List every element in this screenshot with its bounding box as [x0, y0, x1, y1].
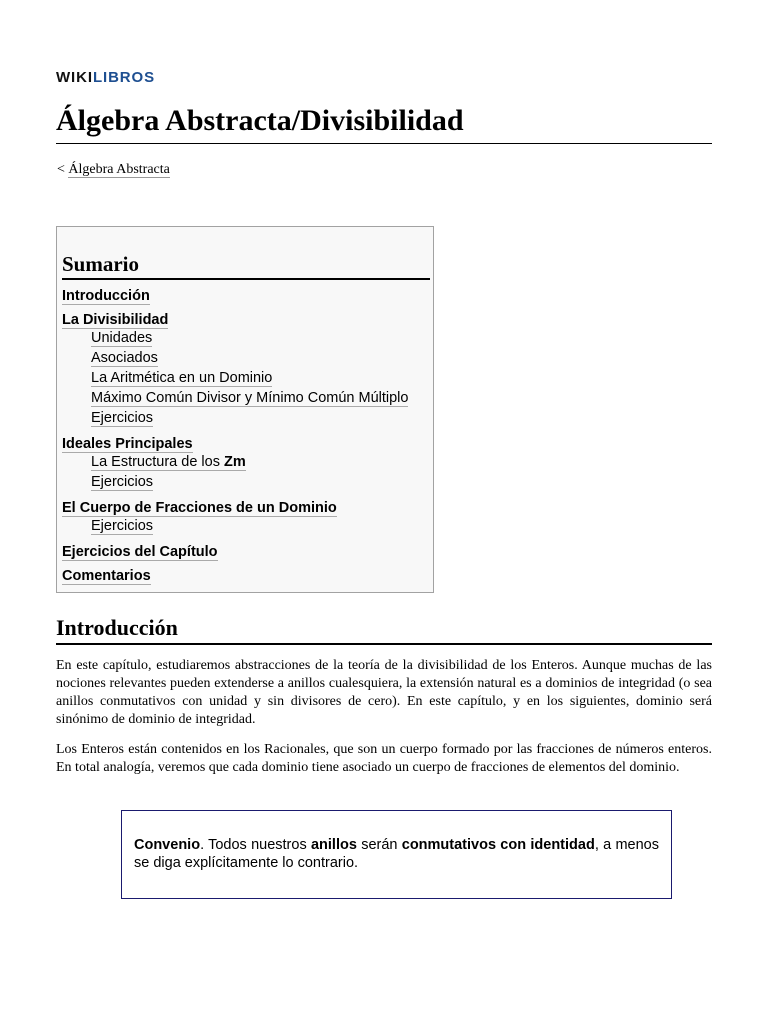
- toc-item-la-divisibilidad[interactable]: La Divisibilidad: [62, 312, 169, 328]
- toc-item-ejercicios-3[interactable]: Ejercicios: [91, 518, 154, 534]
- toc-item-comentarios[interactable]: Comentarios: [62, 568, 151, 584]
- toc-item-mcd-mcm[interactable]: Máximo Común Divisor y Mínimo Común Múltiplo: [91, 390, 409, 406]
- paragraph-2: Los Enteros están contenidos en los Racionales, que son un cuerpo formado por las fracciones de números enteros. En total analogía, veremos que cada dominio tiene asociado un cuerpo de fracciones de elementos del dominio.: [56, 742, 712, 775]
- convention-text: serán: [356, 837, 402, 853]
- logo-wiki-text: WIKI: [56, 69, 93, 86]
- section-heading-introduccion: Introducción: [56, 614, 712, 645]
- breadcrumb-link-parent[interactable]: Álgebra Abstracta: [68, 162, 170, 177]
- convention-term: Convenio: [134, 837, 201, 853]
- convention-bold-conmutativos: conmutativos con identidad: [401, 837, 595, 853]
- convention-text: . Todos nuestros: [200, 837, 311, 853]
- toc-item-ideales-principales[interactable]: Ideales Principales: [62, 436, 193, 452]
- breadcrumb-prefix: <: [57, 162, 69, 177]
- logo-libros-text: LIBROS: [92, 69, 156, 86]
- toc-item-introduccion[interactable]: Introducción: [62, 288, 150, 304]
- toc-item-ejercicios-capitulo[interactable]: Ejercicios del Capítulo: [62, 544, 218, 560]
- toc-item-estructura-zm[interactable]: La Estructura de los Zm: [91, 454, 246, 470]
- convention-bold-anillos: anillos: [310, 837, 357, 853]
- toc-title: Sumario: [62, 251, 430, 280]
- toc-item-asociados[interactable]: Asociados: [91, 350, 158, 366]
- breadcrumb: [57, 162, 170, 178]
- toc-item-ejercicios-2[interactable]: Ejercicios: [91, 474, 154, 490]
- table-of-contents: [56, 226, 434, 593]
- convention-text: , a menos se diga explícitamente lo contrario.: [134, 837, 659, 871]
- toc-item-aritmetica-dominio[interactable]: La Aritmética en un Dominio: [91, 370, 273, 386]
- paragraph-1: En este capítulo, estudiaremos abstracciones de la teoría de la divisibilidad de los Enteros. Aunque muchas de las nociones relevantes pueden extenderse a anillos cualesquiera, la extensión natural es a dominios de integridad (o sea anillos conmutativos con unidad y sin divisores de cero). En este capítulo, y en los siguientes, dominio será sinónimo de dominio de integridad.: [56, 658, 712, 727]
- site-logo[interactable]: [56, 69, 155, 86]
- page-title: Álgebra Abstracta/Divisibilidad: [56, 102, 712, 144]
- convention-box: [121, 810, 672, 899]
- toc-item-unidades[interactable]: Unidades: [91, 330, 153, 346]
- toc-item-cuerpo-fracciones[interactable]: El Cuerpo de Fracciones de un Dominio: [62, 500, 337, 516]
- toc-item-ejercicios-1[interactable]: Ejercicios: [91, 410, 154, 426]
